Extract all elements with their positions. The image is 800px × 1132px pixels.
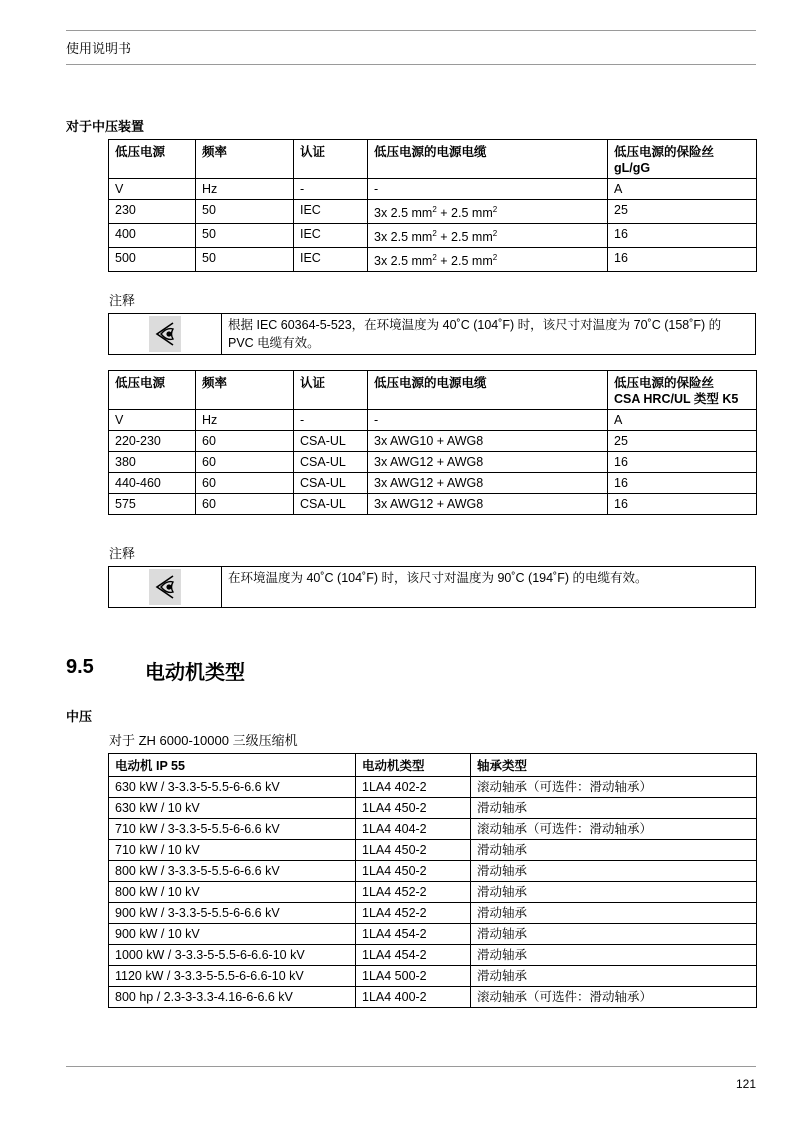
table-cell: 630 kW / 10 kV <box>109 798 356 819</box>
table-row <box>109 200 757 224</box>
table-cell: 16 <box>608 494 757 515</box>
table-cell: 575 <box>109 494 196 515</box>
table-cell: 800 hp / 2.3-3-3.3-4.16-6-6.6 kV <box>109 987 356 1008</box>
table-cell: 900 kW / 10 kV <box>109 924 356 945</box>
table-cell: 440-460 <box>109 473 196 494</box>
table-cell: IEC <box>294 200 368 224</box>
table-cell: 1LA4 450-2 <box>356 840 471 861</box>
table-row <box>109 882 757 903</box>
table-cell: 220-230 <box>109 431 196 452</box>
header-title: 使用说明书 <box>66 41 132 56</box>
table-row <box>109 819 757 840</box>
table-cell: - <box>294 179 368 200</box>
table-cell: 800 kW / 3-3.3-5-5.5-6-6.6 kV <box>109 861 356 882</box>
table-row <box>109 494 757 515</box>
table-cell: 800 kW / 10 kV <box>109 882 356 903</box>
col-header: 频率 <box>196 371 294 410</box>
table-cell: 50 <box>196 224 294 248</box>
header-bottom-rule <box>66 64 756 65</box>
table-row <box>109 248 757 272</box>
table-cell: 25 <box>608 431 757 452</box>
table-row <box>109 473 757 494</box>
table-cell: 滑动轴承 <box>471 945 757 966</box>
table-cell: IEC <box>294 224 368 248</box>
table-cell: 16 <box>608 473 757 494</box>
table-cell: 50 <box>196 248 294 272</box>
table-cell: 滚动轴承（可选件：滑动轴承） <box>471 819 757 840</box>
table-cell: - <box>294 410 368 431</box>
col-header: 轴承类型 <box>471 754 757 777</box>
table-cell: A <box>608 410 757 431</box>
table-row <box>109 777 757 798</box>
chapter-title: 电动机类型 <box>145 662 245 684</box>
table-row <box>109 431 757 452</box>
table-cell: - <box>368 410 608 431</box>
table-cell: 滚动轴承（可选件：滑动轴承） <box>471 777 757 798</box>
table-cell: 滑动轴承 <box>471 840 757 861</box>
table-row <box>109 452 757 473</box>
table-cell: 1LA4 454-2 <box>356 924 471 945</box>
col-header: 电动机类型 <box>356 754 471 777</box>
table-cell: 1LA4 400-2 <box>356 987 471 1008</box>
table-row <box>109 903 757 924</box>
table-cell: 60 <box>196 494 294 515</box>
table-cell: 50 <box>196 200 294 224</box>
table-header-row <box>109 371 757 410</box>
section-intro: 对于 ZH 6000-10000 三级压缩机 <box>109 733 298 748</box>
table-cell: IEC <box>294 248 368 272</box>
table-cell: 1LA4 452-2 <box>356 903 471 924</box>
table-row <box>109 840 757 861</box>
table-cell: 1000 kW / 3-3.3-5-5.5-6-6.6-10 kV <box>109 945 356 966</box>
table-cell: 1LA4 450-2 <box>356 798 471 819</box>
table-header-row <box>109 140 757 179</box>
table-unit-row <box>109 179 757 200</box>
table-cell: 3x AWG12 + AWG8 <box>368 494 608 515</box>
table-row <box>109 798 757 819</box>
table-cell: 3x 2.5 $mm^2 + 2.5$ $mm^2$ <box>368 224 608 248</box>
table-cell: 710 kW / 3-3.3-5-5.5-6-6.6 kV <box>109 819 356 840</box>
table-cell: 16 <box>608 248 757 272</box>
table-cell: 滑动轴承 <box>471 903 757 924</box>
note-text: 在环境温度为 40˚C (104˚F) 时，该尺寸对温度为 90˚C (194˚F) 的电缆有效。 <box>228 571 648 585</box>
footer-rule <box>66 1066 756 1067</box>
col-header: 电动机 IP 55 <box>109 754 356 777</box>
table-cell: 60 <box>196 473 294 494</box>
table-cell: CSA-UL <box>294 452 368 473</box>
table-cell: 230 <box>109 200 196 224</box>
table-cell: 滑动轴承 <box>471 966 757 987</box>
header-top-rule <box>66 30 756 31</box>
table-cell: Hz <box>196 410 294 431</box>
col-header: 低压电源的保险丝 CSA HRC/UL 类型 K5 <box>608 371 757 410</box>
table-header-row <box>109 754 757 777</box>
table-cell: 1LA4 454-2 <box>356 945 471 966</box>
table-cell: 1LA4 404-2 <box>356 819 471 840</box>
col-header: 低压电源的电源电缆 <box>368 140 608 179</box>
eye-note-icon <box>109 314 222 354</box>
eye-note-icon <box>109 567 222 607</box>
table-cell: CSA-UL <box>294 473 368 494</box>
table-cell: 25 <box>608 200 757 224</box>
table-row <box>109 224 757 248</box>
table-cell: 630 kW / 3-3.3-5-5.5-6-6.6 kV <box>109 777 356 798</box>
table-cell: V <box>109 410 196 431</box>
table-cell: 500 <box>109 248 196 272</box>
table-cell: 1LA4 450-2 <box>356 861 471 882</box>
table-cell: 3x 2.5 $mm^2 + 2.5$ $mm^2$ <box>368 248 608 272</box>
note-text: 根据 IEC 60364-5-523，在环境温度为 40˚C (104˚F) 时，该尺寸对温度为 70˚C (158˚F) 的 PVC 电缆有效。 <box>228 318 722 350</box>
col-header: 低压电源的保险丝 gL/gG <box>608 140 757 179</box>
table-cell: 16 <box>608 224 757 248</box>
table-cell: 滑动轴承 <box>471 861 757 882</box>
motor-type-table <box>108 753 757 1008</box>
table-cell: 滚动轴承（可选件：滑动轴承） <box>471 987 757 1008</box>
page-number: 121 <box>735 1077 756 1091</box>
table-cell: 1120 kW / 3-3.3-5-5.5-6-6.6-10 kV <box>109 966 356 987</box>
table-cell: 3x AWG12 + AWG8 <box>368 452 608 473</box>
table-row <box>109 945 757 966</box>
table-cell: 1LA4 452-2 <box>356 882 471 903</box>
lv-supply-iec-table <box>108 139 757 272</box>
table-cell: 380 <box>109 452 196 473</box>
section-title-motor: 中压 <box>66 709 93 724</box>
col-header: 低压电源的电源电缆 <box>368 371 608 410</box>
table-cell: CSA-UL <box>294 494 368 515</box>
table-row <box>109 924 757 945</box>
note-label: 注释 <box>109 293 136 308</box>
table-row <box>109 966 757 987</box>
col-header: 认证 <box>294 140 368 179</box>
col-header: 认证 <box>294 371 368 410</box>
section-title-mv: 对于中压装置 <box>66 119 145 134</box>
table-cell: A <box>608 179 757 200</box>
table-cell: 滑动轴承 <box>471 924 757 945</box>
table-cell: - <box>368 179 608 200</box>
chapter-number: 9.5 <box>66 656 94 678</box>
table-cell: 滑动轴承 <box>471 798 757 819</box>
table-cell: V <box>109 179 196 200</box>
table-unit-row <box>109 410 757 431</box>
table-cell: 60 <box>196 431 294 452</box>
lv-supply-csa-table <box>108 370 757 515</box>
table-cell: 1LA4 500-2 <box>356 966 471 987</box>
table-cell: 400 <box>109 224 196 248</box>
col-header: 低压电源 <box>109 371 196 410</box>
table-cell: 滑动轴承 <box>471 882 757 903</box>
table-cell: 1LA4 402-2 <box>356 777 471 798</box>
table-cell: 60 <box>196 452 294 473</box>
table-cell: 3x 2.5 $mm^2 + 2.5$ $mm^2$ <box>368 200 608 224</box>
table-row <box>109 987 757 1008</box>
col-header: 低压电源 <box>109 140 196 179</box>
table-cell: 3x AWG10 + AWG8 <box>368 431 608 452</box>
col-header: 频率 <box>196 140 294 179</box>
note-box <box>108 313 756 355</box>
table-cell: 16 <box>608 452 757 473</box>
table-cell: 900 kW / 3-3.3-5-5.5-6-6.6 kV <box>109 903 356 924</box>
table-cell: Hz <box>196 179 294 200</box>
note-label: 注释 <box>109 546 136 561</box>
table-cell: CSA-UL <box>294 431 368 452</box>
note-box <box>108 566 756 608</box>
table-row <box>109 861 757 882</box>
table-cell: 710 kW / 10 kV <box>109 840 356 861</box>
table-cell: 3x AWG12 + AWG8 <box>368 473 608 494</box>
